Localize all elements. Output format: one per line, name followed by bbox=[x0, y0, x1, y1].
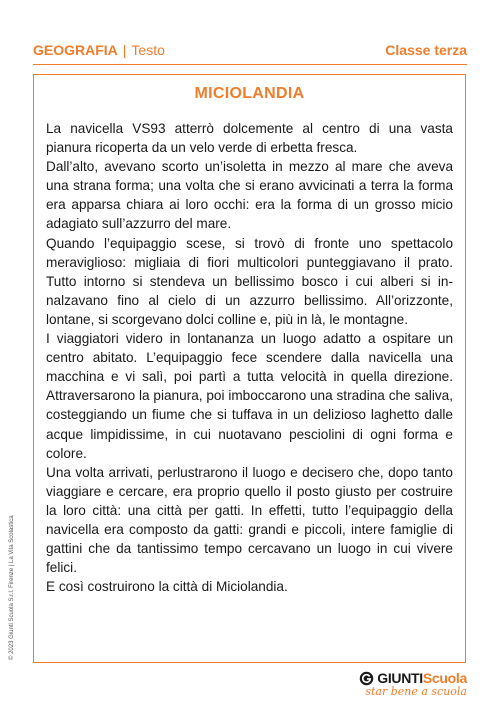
document-title: MICIOLANDIA bbox=[194, 85, 305, 102]
header-separator: | bbox=[122, 42, 127, 58]
document-type-label: Testo bbox=[131, 42, 165, 58]
text-frame bbox=[33, 74, 466, 663]
brand-name-accent: Scuola bbox=[422, 670, 467, 686]
paragraph: La navicella VS93 atterrò dolcemente al centro di una vasta pianura ricoperta da un velo verde di erbetta fresca. bbox=[46, 121, 453, 156]
header-left bbox=[33, 42, 165, 58]
story-text bbox=[46, 119, 453, 596]
page-header bbox=[33, 42, 467, 62]
giunti-g-logo-icon bbox=[359, 671, 374, 686]
logo-row bbox=[307, 670, 467, 686]
copyright-notice: © 2023 Giunti Scuola S.r.l. Firenze | La Vita Scolastica bbox=[9, 515, 15, 660]
grade-label: Classe terza bbox=[385, 42, 467, 58]
paragraph: Una volta arrivati, perlustrarono il luogo e decisero che, dopo tanto viaggiare e cercare, era proprio quello il posto giusto per costruire la loro città: una città per gatti. In effetti, tutto l’equipaggio della navicella era composto da gatti: grandi e piccoli, intere famiglie di gattini che da tantissimo tempo cercavano un luogo in cui vivere felici. bbox=[46, 464, 453, 576]
brand-name-main: GIUNTI bbox=[377, 670, 423, 686]
header-divider bbox=[33, 64, 467, 65]
publisher-logo bbox=[307, 670, 467, 698]
brand-name bbox=[377, 670, 467, 686]
brand-tagline: star bene a scuola bbox=[365, 685, 467, 698]
paragraph: Dall’alto, avevano scorto un’isoletta in mezzo al mare che aveva una strana forma; una volta che si erano avvicinati a terra la forma era apparsa chiara ai loro occhi: era la forma di un grosso micio adagiato sull’azzurro del mare. bbox=[46, 159, 453, 232]
paragraph: I viaggiatori videro in lontananza un luogo adatto a ospitare un centro abitato. L’equipaggio fece scendere dalla navicella una macchina e vi salì, poi partì a tutta velocità in quella direzione. Attraversarono la pianura, poi imboccarono una stradina che saliva, costeggiando un fiume che si tuffava in un delizioso laghetto dalle acque limpidissime, in cui nuotavano pesciolini di ogni forma e colore. bbox=[46, 331, 453, 461]
paragraph: E così costruirono la città di Miciolandia. bbox=[46, 579, 288, 595]
paragraph: Quando l’equipaggio scese, si trovò di fronte uno spettacolo meraviglioso: migliaia di fiori multicolori punteggiavano il prato. Tutto intorno si stendeva un bellissimo bosco i cui alberi si innalzavano fino al cielo di un azzurro bellissimo. All’orizzonte, lontane, si scorgevano dolci colline e, più in là, le montagne. bbox=[46, 235, 453, 327]
subject-label: GEOGRAFIA bbox=[33, 42, 118, 58]
